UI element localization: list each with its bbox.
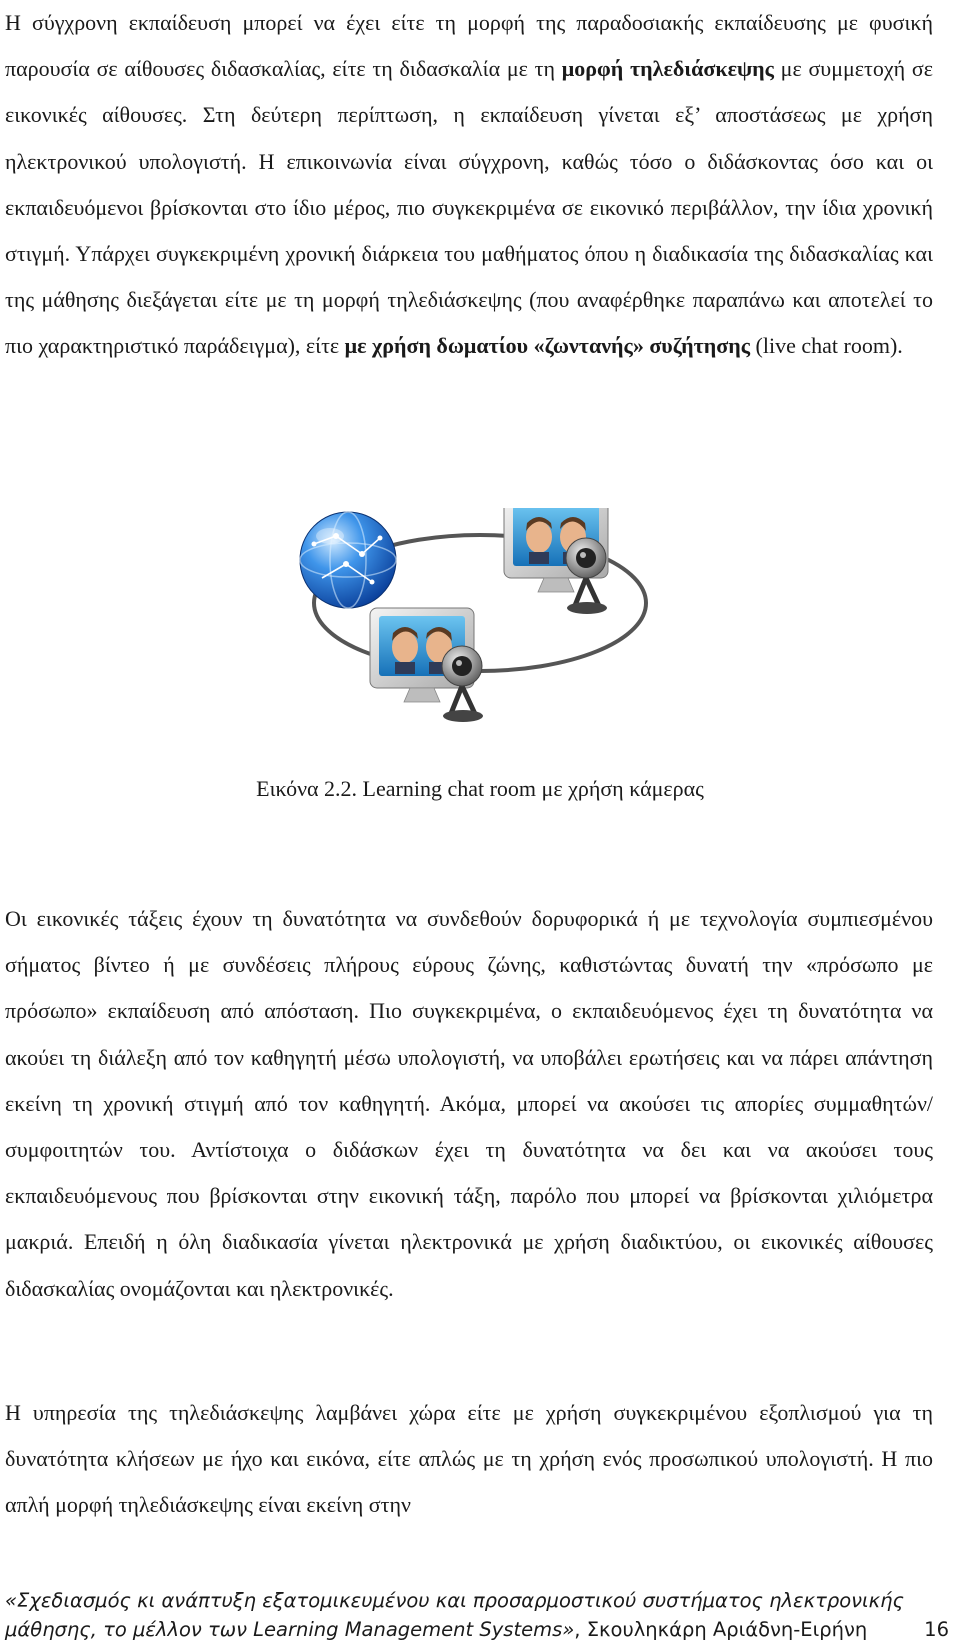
footer-author: , Σκουληκάρη Αριάδνη-Ειρήνη (574, 1618, 868, 1641)
chat-room-figure (290, 508, 670, 748)
globe-icon (300, 512, 396, 608)
paragraph-videoconference-service (5, 1390, 933, 1529)
footer-title-part-1: «Σχεδιασμός κι ανάπτυξη εξατομικευμένου και προσαρμοστικού συστήματος ηλεκτρονικής (5, 1589, 904, 1612)
footer-line-1 (5, 1586, 955, 1615)
figure-caption: Εικόνα 2.2. Learning chat room με χρήση κάμερας (256, 776, 704, 801)
text-segment: (live chat room). (750, 333, 903, 359)
bold-term-videoconference: μορφή τηλεδιάσκεψης (561, 56, 774, 82)
paragraph-intro (5, 0, 933, 370)
text-segment: Οι εικονικές τάξεις έχουν τη δυνατότητα να συνδεθούν δορυφορικά ή με τεχνολογία συμπιεσμένου σήματος βίντεο ή με συνδέσεις πλήρους εύρους ζώνης, καθιστώντας δυνατή την «πρόσωπο με πρόσωπο» εκπαίδευση από απόσταση. Πιο συγκεκριμένα, ο εκπαιδευόμενος έχει τη δυνατότητα να ακούει τη διάλεξη από τον καθηγητή μέσω υπολογιστή, να υποβάλει ερωτήσεις και να πάρει απάντηση εκείνη τη χρονική στιγμή από τον καθηγητή. Ακόμα, μπορεί να ακούσει τις απορίες συμμαθητών/συμφοιτητών του. Αντίστοιχα ο διδάσκων έχει τη δυνατότητα να δει και να ακούσει τους εκπαιδευόμενους που βρίσκονται στην εικονική τάξη, παρόλο που μπορεί να βρίσκονται χιλιόμετρα μακριά. Επειδή η όλη διαδικασία γίνεται ηλεκτρονικά με χρήση διαδικτύου, οι εικονικές αίθουσες διδασκαλίας ονομάζονται και ηλεκτρονικές. (5, 906, 933, 1301)
text-segment: Η υπηρεσία της τηλεδιάσκεψης λαμβάνει χώρα είτε με χρήση συγκεκριμένου εξοπλισμού για τη δυνατότητα κλήσεων με ήχο και εικόνα, είτε απλώς με τη χρήση ενός προσωπικού υπολογιστή. Η πιο απλή μορφή τηλεδιάσκεψης είναι εκείνη στην (5, 1400, 933, 1518)
footer-title-part-2: μάθησης, το μέλλον των Learning Management Systems» (5, 1618, 575, 1641)
page-footer (5, 1586, 955, 1644)
text-segment: με συμμετοχή σε εικονικές αίθουσες. Στη δεύτερη περίπτωση, η εκπαίδευση γίνεται εξ’ αποστάσεως με χρήση ηλεκτρονικού υπολογιστή. Η επικοινωνία είναι σύγχρονη, καθώς τόσο ο διδάσκοντας όσο και οι εκπαιδευόμενοι βρίσκονται στο ίδιο μέρος, πιο συγκεκριμένα σε εικονικό περιβάλλον, την ίδια χρονική στιγμή. Υπάρχει συγκεκριμένη χρονική διάρκεια του μαθήματος όπου η διαδικασία της διδασκαλίας και της μάθησης διεξάγεται είτε με τη μορφή τηλεδιάσκεψης (που αναφέρθηκε παραπάνω και αποτελεί το πιο χαρακτηριστικό παράδειγμα), είτε (5, 56, 934, 359)
paragraph-virtual-classes (5, 896, 933, 1312)
bold-term-live-chat: με χρήση δωματίου «ζωντανής» συζήτησης (344, 333, 751, 359)
footer-line-2 (5, 1615, 955, 1644)
page-number: 16 (924, 1618, 949, 1641)
chat-room-illustration (290, 508, 670, 748)
text-segment: Η σύγχρονη εκπαίδευση μπορεί να έχει είτε τη μορφή της παραδοσιακής εκπαίδευσης με φυσική παρουσία σε αίθουσες διδασκαλίας, είτε τη διδασκαλία με τη (5, 10, 933, 82)
